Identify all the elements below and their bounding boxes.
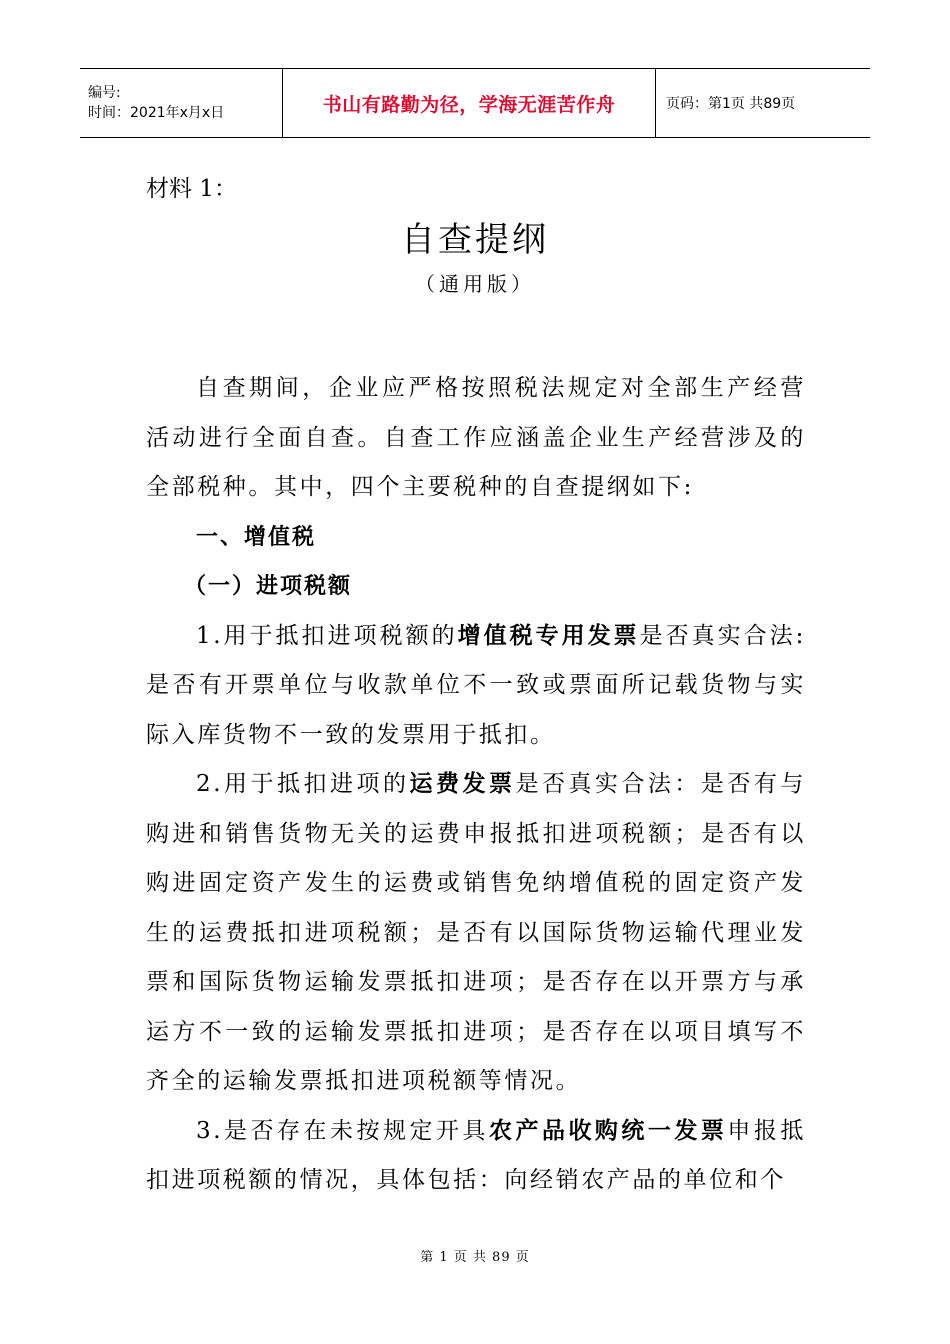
- material-label: 材料 1：: [146, 176, 237, 202]
- intro-paragraph: 自查期间，企业应严格按照税法规定对全部生产经营活动进行全面自查。自查工作应涵盖企业生产经营涉及的全部税种。其中，四个主要税种的自查提纲如下:: [146, 375, 806, 500]
- item-1-paragraph: [146, 612, 806, 761]
- item-1-prefix: 1.用于抵扣进项税额的: [196, 622, 458, 649]
- number-label: 编号:: [88, 85, 121, 101]
- item-2-suffix: 是否真实合法：是否有与购进和销售货物无关的运费申报抵扣进项税额；是否有以购进固定资产发生的运费或销售免纳增值税的固定资产发生的运费抵扣进项税额；是否有以国际货物运输代理业发票和国际货物运输发票抵扣进项；是否存在以开票方与承运方不一致的运输发票抵扣进项；是否存在以项目填写不齐全的运输发票抵扣进项税额等情况。: [146, 771, 806, 1094]
- item-2-bold-term: 运费发票: [409, 771, 516, 797]
- motto: 书山有路勤为径，学海无涯苦作舟: [322, 93, 616, 116]
- item-1-bold-term: 增值税专用发票: [457, 622, 640, 649]
- header-motto-cell: [282, 69, 656, 137]
- section-heading-vat: 一、增值税: [196, 524, 317, 550]
- page-info: 页码：第1页 共89页: [666, 96, 796, 112]
- header-page-info-cell: [656, 69, 870, 137]
- item-3-prefix: 3.是否存在未按规定开具: [196, 1117, 489, 1144]
- header-table: [80, 68, 870, 138]
- document-body: [146, 364, 806, 1206]
- document-subtitle: （通用版）: [415, 272, 535, 296]
- item-2-prefix: 2.用于抵扣进项的: [196, 771, 410, 797]
- document-title: 自查提纲: [401, 220, 549, 260]
- time-label: 时间：2021年x月x日: [88, 105, 225, 121]
- item-3-paragraph: [146, 1107, 806, 1206]
- item-3-bold-term: 农产品收购统一发票: [488, 1117, 728, 1144]
- item-1-suffix: 是否真实合法:是否有开票单位与收款单位不一致或票面所记载货物与实际入库货物不一致的发票用于抵扣。: [146, 622, 806, 748]
- page-footer: 第 1 页 共 89 页: [420, 1250, 530, 1265]
- item-3-suffix: 申报抵扣进项税额的情况，具体包括：向经销农产品的单位和个: [146, 1117, 806, 1193]
- item-2-paragraph: [146, 760, 806, 1107]
- subsection-heading-input-tax: （一）进项税额: [184, 574, 353, 599]
- header-meta: [80, 69, 282, 137]
